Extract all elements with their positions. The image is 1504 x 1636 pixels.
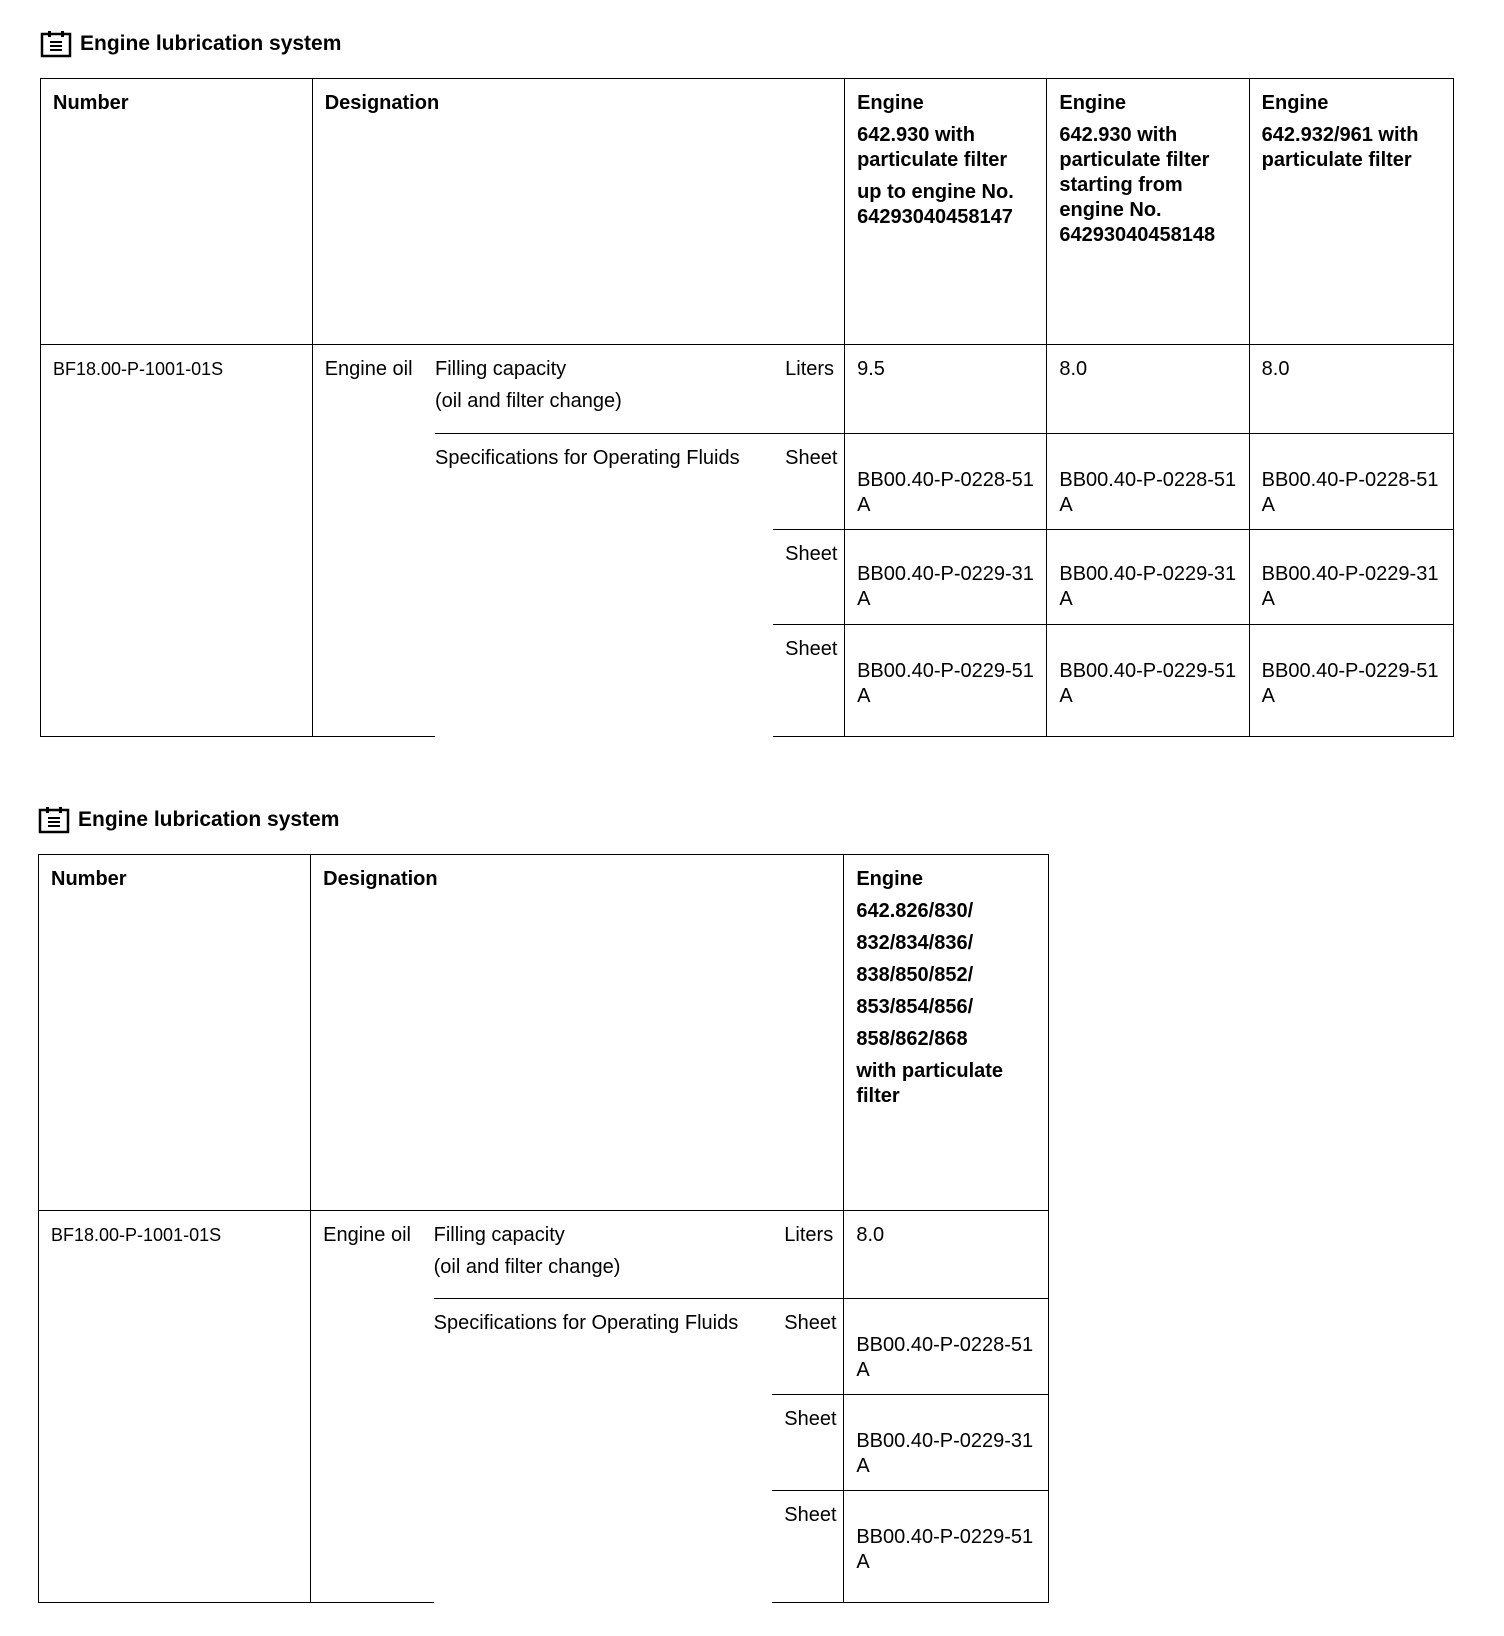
spec-table: [38, 854, 1049, 1603]
item-name: Engine oil: [312, 345, 435, 737]
sheet-ref: BB00.40-P-0229-31 A: [1047, 530, 1249, 625]
unit-label: Sheet: [772, 1299, 844, 1395]
unit-label: Liters: [772, 1211, 844, 1299]
sheet-ref: BB00.40-P-0229-51 A: [1249, 625, 1453, 737]
section-title: [40, 30, 341, 58]
designation-header: Designation: [311, 855, 844, 1211]
unit-label: Liters: [773, 345, 844, 434]
sheet-ref: BB00.40-P-0228-51 A: [1047, 434, 1249, 530]
section-title: [38, 806, 339, 834]
sheet-ref: BB00.40-P-0229-51 A: [1047, 625, 1249, 737]
number-header: Number: [41, 79, 313, 345]
sheet-ref: BB00.40-P-0228-51 A: [1249, 434, 1453, 530]
item-name: Engine oil: [311, 1211, 434, 1603]
unit-label: Sheet: [773, 625, 844, 737]
engine-header: Engine 642.826/830/ 832/834/836/ 838/850/852/ 853/854/856/ 858/862/868 with particulate filter: [844, 855, 1049, 1211]
table-row: [41, 345, 1454, 434]
unit-label: Sheet: [773, 434, 844, 530]
engine-header: Engine 642.930 with particulate filter up to engine No. 64293040458147: [845, 79, 1047, 345]
sheet-ref: BB00.40-P-0229-51 A: [844, 1491, 1049, 1603]
table-row: [39, 1211, 1049, 1299]
sheet-ref: BB00.40-P-0229-51 A: [845, 625, 1047, 737]
document-list-icon: [40, 30, 72, 58]
unit-label: Sheet: [772, 1491, 844, 1603]
spec-label: Specifications for Operating Fluids: [433, 1312, 739, 1334]
engine-header: Engine 642.932/961 with particulate filter: [1249, 79, 1453, 345]
unit-label: Sheet: [773, 530, 844, 625]
sheet-ref: BB00.40-P-0229-31 A: [845, 530, 1047, 625]
filling-value: 8.0: [844, 1211, 1049, 1299]
header-row: [39, 855, 1049, 1211]
spec-table: [40, 78, 1454, 737]
part-number: BF18.00-P-1001-01S: [41, 345, 313, 737]
section-title-text: Engine lubrication system: [78, 808, 340, 831]
filling-capacity-label: Filling capacity (oil and filter change): [435, 345, 773, 434]
part-number: BF18.00-P-1001-01S: [39, 1211, 311, 1603]
number-header: Number: [39, 855, 311, 1211]
header-row: [41, 79, 1454, 345]
filling-value: 9.5: [845, 345, 1047, 434]
unit-label: Sheet: [772, 1395, 844, 1491]
spec-label: Specifications for Operating Fluids: [435, 447, 740, 469]
designation-header: Designation: [312, 79, 844, 345]
section-title-text: Engine lubrication system: [80, 32, 342, 55]
sheet-ref: BB00.40-P-0229-31 A: [1249, 530, 1453, 625]
sheet-ref: BB00.40-P-0229-31 A: [844, 1395, 1049, 1491]
filling-value: 8.0: [1047, 345, 1249, 434]
sheet-ref: BB00.40-P-0228-51 A: [845, 434, 1047, 530]
filling-capacity-label: Filling capacity (oil and filter change): [434, 1211, 773, 1299]
filling-value: 8.0: [1249, 345, 1453, 434]
sheet-ref: BB00.40-P-0228-51 A: [844, 1299, 1049, 1395]
engine-header: Engine 642.930 with particulate filter starting from engine No. 64293040458148: [1047, 79, 1249, 345]
document-list-icon: [38, 806, 70, 834]
